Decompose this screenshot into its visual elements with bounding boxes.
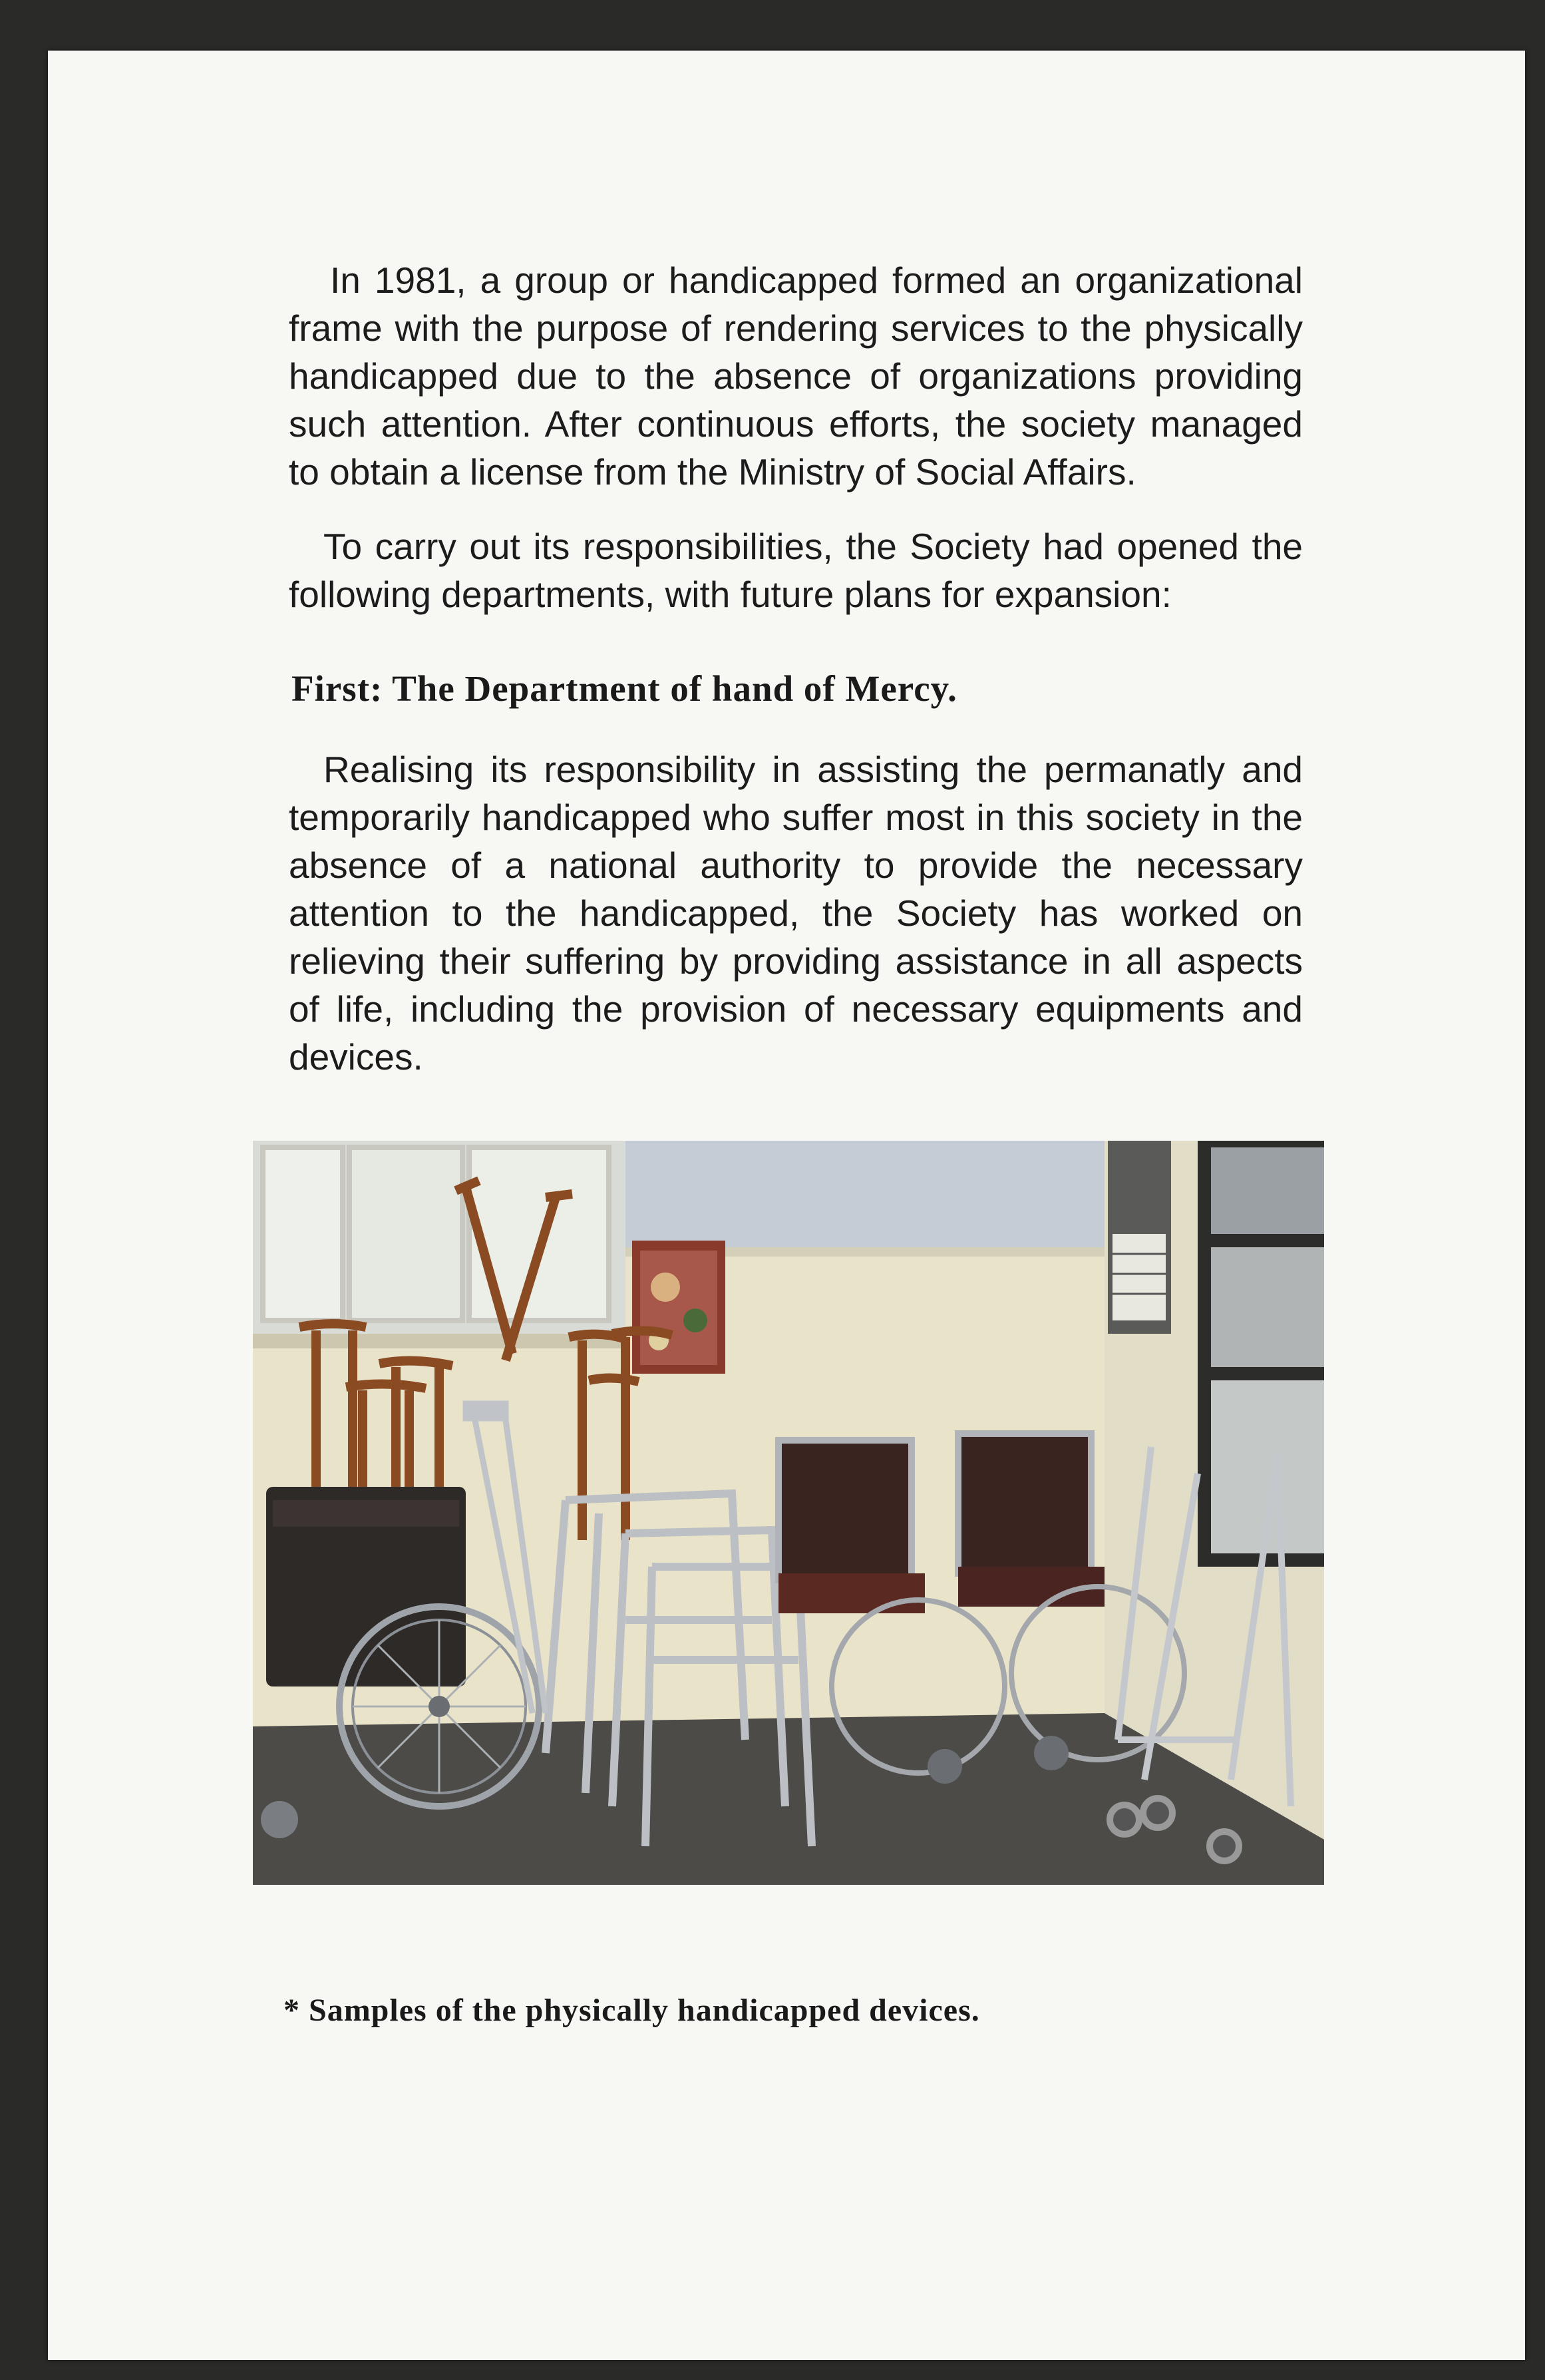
- devices-photo: [253, 1141, 1324, 1885]
- photo-caption: * Samples of the physically handicapped devices.: [283, 1993, 980, 2028]
- section-heading: First: The Department of hand of Mercy.: [291, 668, 957, 709]
- wall-poster: [632, 1241, 725, 1374]
- wall-calendar: [1108, 1141, 1171, 1334]
- cabinet: [1198, 1141, 1324, 1567]
- mercy-paragraph: Realising its responsibility in assisting the permanatly and temporarily handicapped who suffer most in this society in the absence of a national authority to provide the necessary attention to the handicapped, the Society has worked on relieving their suffering by providing assistance in all aspects of life, including the provision of necessary equipments and devices.: [289, 749, 1303, 1078]
- departments-paragraph: To carry out its responsibilities, the Society had opened the following departments, with future plans for expansion:: [289, 526, 1303, 615]
- window: [253, 1141, 625, 1348]
- intro-paragraph: In 1981, a group or handicapped formed an organizational frame with the purpose of rendering services to the physically handicapped due to the absence of organizations providing such attention. After continuous efforts, the society managed to obtain a license from the Ministry of Social Affairs.: [289, 260, 1303, 493]
